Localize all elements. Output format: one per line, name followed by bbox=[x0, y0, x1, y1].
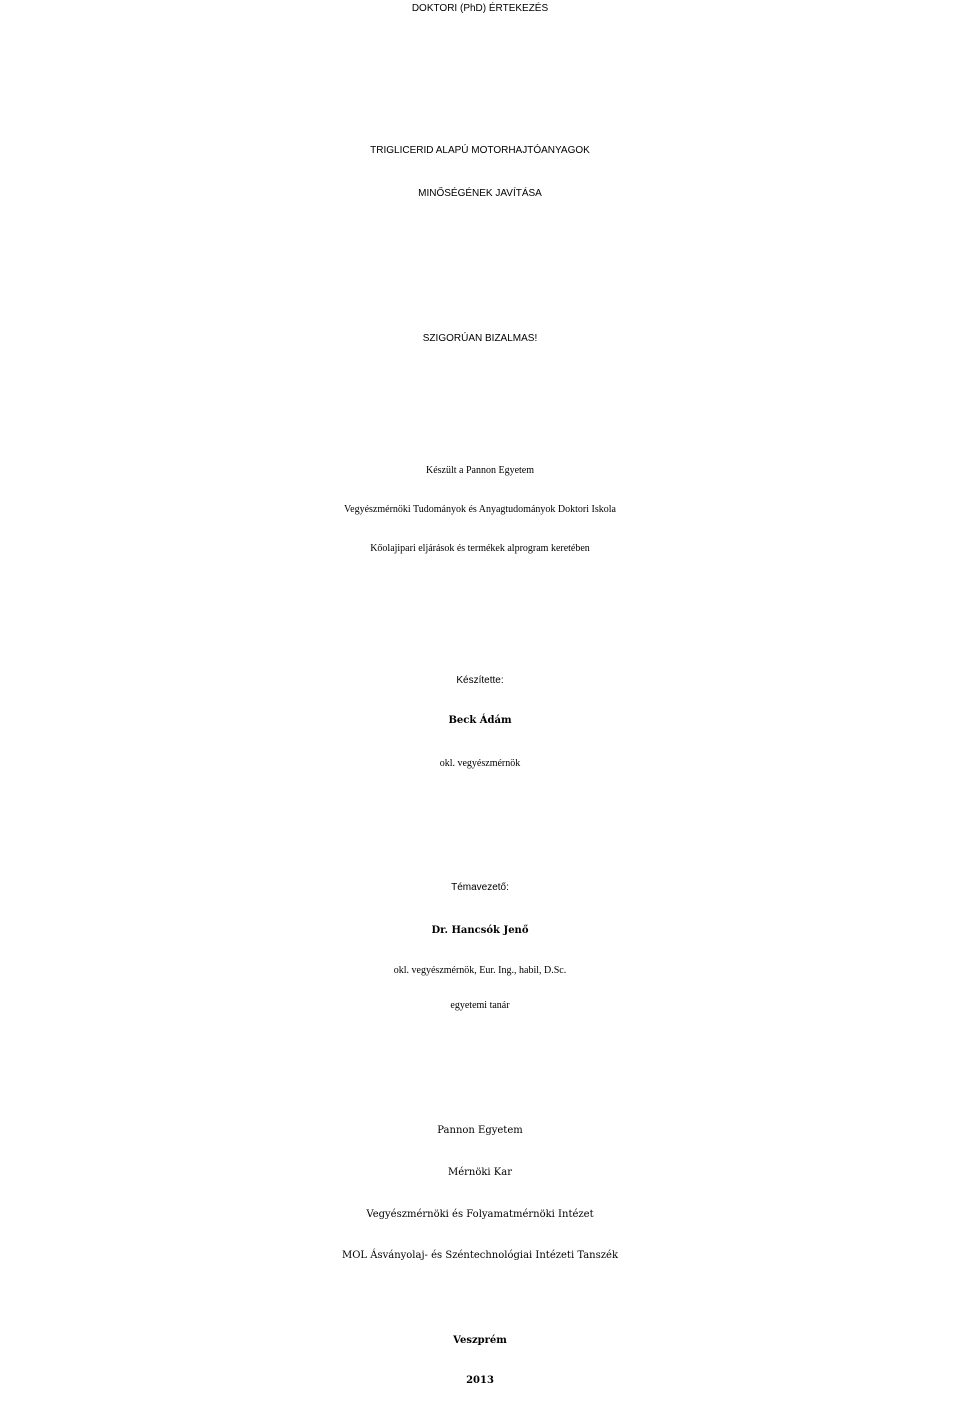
institution-institute: Vegyészmérnöki és Folyamatmérnöki Intézet bbox=[366, 1209, 594, 1220]
supervisor-position: egyetemi tanár bbox=[450, 1000, 510, 1011]
institution-department: MOL Ásványolaj- és Széntechnológiai Intézeti Tanszék bbox=[341, 1250, 619, 1261]
year: 2013 bbox=[466, 1375, 494, 1386]
author-name: Beck Ádám bbox=[448, 715, 512, 726]
context-line-1: Készült a Pannon Egyetem bbox=[425, 465, 535, 476]
context-line-2: Vegyészmérnöki Tudományok és Anyagtudományok Doktori Iskola bbox=[344, 504, 616, 515]
supervisor-name: Dr. Hancsók Jenő bbox=[431, 925, 529, 936]
context-line-3: Kőolajipari eljárások és termékek alprogram keretében bbox=[370, 543, 590, 554]
author-label: Készítette: bbox=[456, 675, 504, 686]
institution-faculty: Mérnöki Kar bbox=[447, 1167, 513, 1178]
supervisor-degree: okl. vegyészmérnök, Eur. Ing., habil, D.Sc. bbox=[393, 965, 567, 976]
supervisor-label: Témavezető: bbox=[451, 882, 509, 893]
institution-university: Pannon Egyetem bbox=[437, 1125, 523, 1136]
title-line-1: TRIGLICERID ALAPÚ MOTORHAJTÓANYAGOK bbox=[370, 145, 590, 156]
thesis-type-heading: DOKTORI (PhD) ÉRTEKEZÉS bbox=[411, 3, 549, 14]
author-degree: okl. vegyészmérnök bbox=[439, 758, 521, 769]
title-line-2: MINŐSÉGÉNEK JAVÍTÁSA bbox=[418, 188, 542, 199]
place: Veszprém bbox=[453, 1335, 507, 1346]
confidential-notice: SZIGORÚAN BIZALMAS! bbox=[422, 333, 538, 344]
